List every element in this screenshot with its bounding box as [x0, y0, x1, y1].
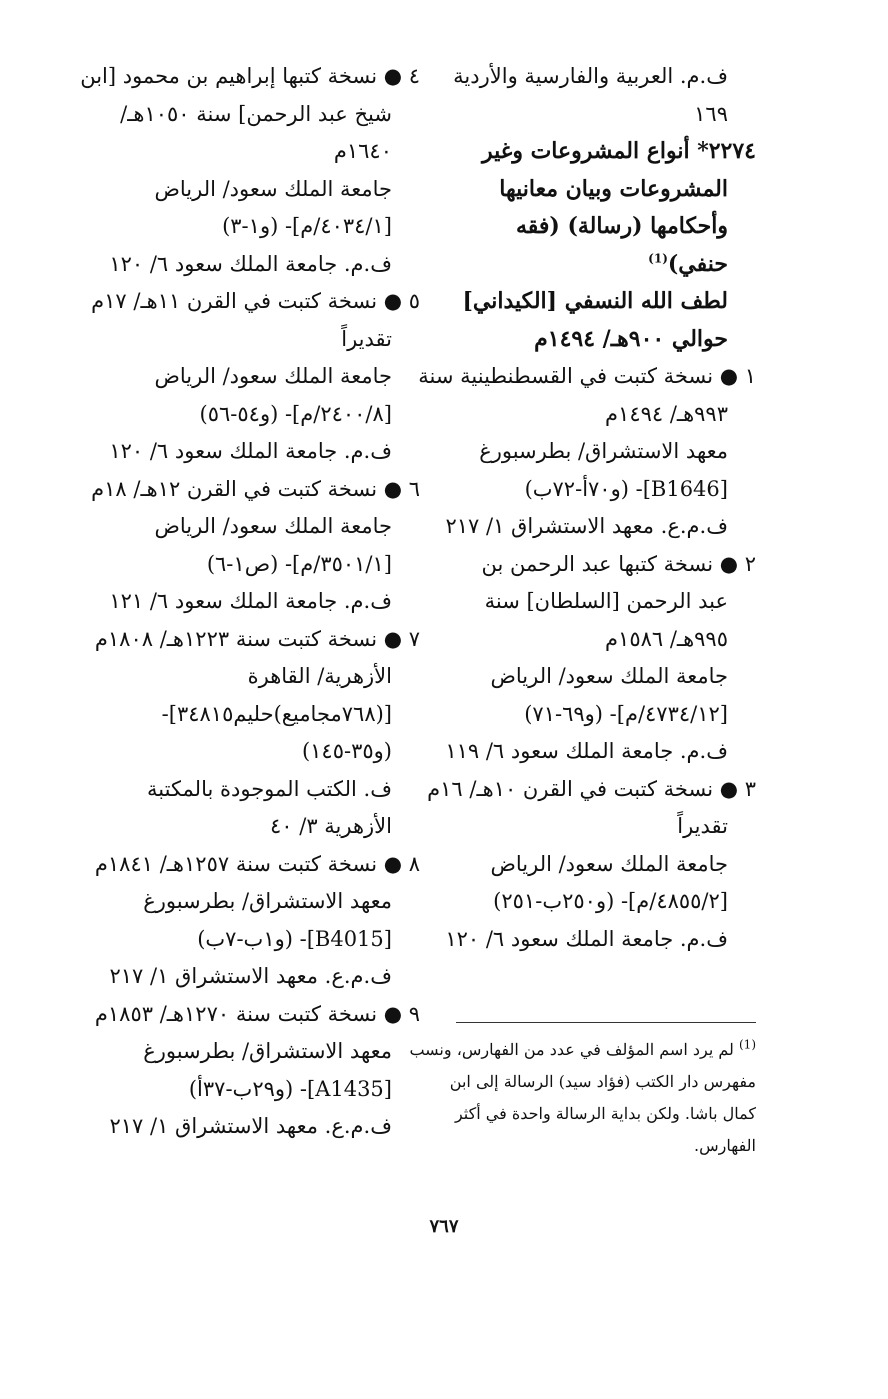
- left-column-line: [٤٠٣٤/١/م]- (و١-٣): [222, 214, 392, 238]
- page-number: ٧٦٧: [429, 1216, 459, 1237]
- left-column-line: جامعة الملك سعود/ الرياض: [154, 364, 392, 388]
- left-column-line: جامعة الملك سعود/ الرياض: [154, 514, 392, 538]
- right-column-line: ف.م. جامعة الملك سعود ٦/ ١١٩: [445, 739, 728, 763]
- right-column: [418, 58, 756, 958]
- right-column-line: المشروعات وبيان معانيها: [499, 175, 728, 202]
- right-column-line: جامعة الملك سعود/ الرياض: [490, 664, 728, 688]
- right-column-line: ف.م.ع. معهد الاستشراق ١/ ٢١٧: [445, 514, 728, 538]
- footnote: [409, 1034, 756, 1162]
- right-column-line: عبد الرحمن [السلطان] سنة: [484, 589, 728, 613]
- right-column-line: حوالي ٩٠٠هـ/ ١٤٩٤م: [534, 325, 728, 352]
- right-column-line: وأحكامها (رسالة) (فقه: [515, 213, 728, 239]
- right-column-line: ١ ● نسخة كتبت في القسطنطينية سنة: [418, 364, 756, 388]
- right-column-line: ف.م. العربية والفارسية والأردية: [453, 64, 728, 88]
- right-column-line: ٢٢٧٤* أنواع المشروعات وغير: [482, 138, 756, 164]
- left-column-line: ٨ ● نسخة كتبت سنة ١٢٥٧هـ/ ١٨٤١م: [94, 851, 420, 876]
- footnote-line-4: الفهارس.: [693, 1136, 756, 1155]
- right-column-line: حنفي)$^{(1)}$: [648, 250, 728, 277]
- left-column: [70, 58, 420, 1146]
- left-column-line: ١٦٤٠م: [333, 139, 392, 163]
- left-column-line: ف.م. جامعة الملك سعود ٦/ ١٢٠: [109, 251, 392, 276]
- left-column-line: ف. الكتب الموجودة بالمكتبة: [147, 776, 392, 801]
- right-column-line: ١٦٩: [694, 101, 728, 126]
- right-column-line: ف.م. جامعة الملك سعود ٦/ ١٢٠: [445, 926, 728, 951]
- left-column-line: ٦ ● نسخة كتبت في القرن ١٢هـ/ ١٨م: [91, 476, 420, 501]
- left-column-line: ٥ ● نسخة كتبت في القرن ١١هـ/ ١٧م: [91, 289, 420, 313]
- right-column-line: [٤٧٣٤/١٢/م]- (و٦٩-٧١): [524, 701, 728, 726]
- footnote-divider: [456, 1022, 756, 1023]
- left-column-line: معهد الاستشراق/ بطرسبورغ: [143, 1039, 392, 1063]
- left-column-line: (و٣٥-١٤٥): [301, 739, 392, 763]
- footnote-line-2: مفهرس دار الكتب (فؤاد سيد) الرسالة إلى ابن: [449, 1072, 756, 1091]
- right-column-line: [B1646]- (و٧٠أ-٧٢ب): [524, 476, 728, 501]
- left-column-line: الأزهرية ٣/ ٤٠: [269, 814, 392, 838]
- right-column-line: ٣ ● نسخة كتبت في القرن ١٠هـ/ ١٦م: [427, 776, 756, 801]
- right-column-line: ٩٩٥هـ/ ١٥٨٦م: [605, 626, 728, 651]
- left-column-line: [A1435]- (و٢٩ب-٣٧أ): [188, 1076, 392, 1101]
- left-column-line: معهد الاستشراق/ بطرسبورغ: [143, 889, 392, 913]
- left-column-line: ٤ ● نسخة كتبها إبراهيم بن محمود [ابن: [80, 64, 420, 88]
- right-column-line: ٩٩٣هـ/ ١٤٩٤م: [605, 401, 728, 426]
- footnote-reference: (1): [648, 251, 668, 266]
- right-column-line: [٤٨٥٥/٢/م]- (و٢٥٠ب-٢٥١): [493, 889, 728, 913]
- left-column-line: [٣٥٠١/١/م]- (ص١-٦): [206, 551, 392, 576]
- left-column-line: شيخ عبد الرحمن] سنة ١٠٥٠هـ/: [120, 101, 392, 126]
- left-column-line: ٧ ● نسخة كتبت سنة ١٢٢٣هـ/ ١٨٠٨م: [94, 626, 420, 651]
- left-column-line: ٩ ● نسخة كتبت سنة ١٢٧٠هـ/ ١٨٥٣م: [94, 1001, 420, 1026]
- footnote-line-1: $^{(1)}$ لم يرد اسم المؤلف في عدد من الفهارس، ونسب: [409, 1037, 756, 1059]
- right-column-line: ٢ ● نسخة كتبها عبد الرحمن بن: [481, 551, 756, 576]
- right-column-line: لطف الله النسفي [الكيداني]: [462, 288, 728, 314]
- left-column-line: ف.م.ع. معهد الاستشراق ١/ ٢١٧: [109, 1114, 392, 1138]
- right-column-line: معهد الاستشراق/ بطرسبورغ: [479, 439, 728, 463]
- right-column-line: تقديراً: [677, 814, 728, 838]
- left-column-line: ف.م.ع. معهد الاستشراق ١/ ٢١٧: [109, 964, 392, 988]
- left-column-line: ف.م. جامعة الملك سعود ٦/ ١٢٠: [109, 439, 392, 463]
- right-column-line: جامعة الملك سعود/ الرياض: [490, 851, 728, 876]
- left-column-line: الأزهرية/ القاهرة: [247, 664, 392, 688]
- left-column-line: [B4015]- (و١ب-٧ب): [197, 926, 392, 951]
- left-column-line: تقديراً: [341, 326, 392, 351]
- footnote-line-3: كمال باشا. ولكن بداية الرسالة واحدة في أكثر: [454, 1104, 756, 1123]
- left-column-line: [٢٤٠٠/٨/م]- (و٥٤-٥٦): [199, 401, 392, 426]
- left-column-line: ف.م. جامعة الملك سعود ٦/ ١٢١: [109, 589, 392, 613]
- footnote-marker: (1): [738, 1037, 756, 1052]
- left-column-line: جامعة الملك سعود/ الرياض: [154, 176, 392, 201]
- left-column-line: [(٧٦٨مجاميع)حليم٣٤٨١٥]-: [161, 701, 392, 726]
